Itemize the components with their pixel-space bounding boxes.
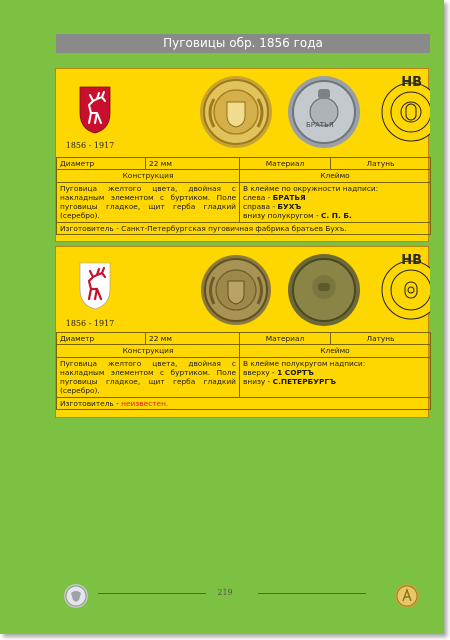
maker-label: Изготовитель - bbox=[60, 398, 122, 408]
mark-line: В клейме по окружности надписи: bbox=[243, 183, 379, 193]
construction-description: Пуговица желтого цвета, двойная с накладным элементом с буртиком. Поле пуговицы гладкое, щит герба гладкий (серебро). bbox=[57, 182, 240, 222]
construction-description: Пуговица желтого цвета, двойная с накладным элементом с буртиком. Поле пуговицы гладкое, щит герба гладкий (серебро). bbox=[57, 357, 240, 397]
diameter-label: Диаметр bbox=[57, 158, 146, 170]
mark-line: слева - БРАТЬЯ bbox=[243, 192, 306, 202]
page-number: 219 bbox=[217, 588, 233, 597]
maker-row bbox=[57, 397, 431, 409]
page-title: Пуговицы обр. 1856 года bbox=[56, 34, 430, 53]
stamp-drawing bbox=[382, 83, 430, 141]
footer-line-left bbox=[98, 593, 206, 594]
construction-label: Конструкция bbox=[57, 170, 240, 182]
footer-line-right bbox=[258, 593, 366, 594]
gold-medallion-icon bbox=[395, 584, 419, 608]
maker-row bbox=[57, 222, 431, 234]
mark-label: Клеймо bbox=[240, 170, 431, 182]
maker-value: неизвестен. bbox=[121, 398, 169, 408]
diameter-label: Диаметр bbox=[57, 333, 146, 345]
construction-label: Конструкция bbox=[57, 345, 240, 357]
material-label: Материал bbox=[240, 158, 331, 170]
diameter-value: 22 мм bbox=[146, 333, 240, 345]
coat-of-arms-icon bbox=[80, 87, 110, 133]
material-value: Латунь bbox=[331, 333, 431, 345]
mark-line: вверху - 1 СОРТЪ bbox=[243, 367, 314, 377]
spec-table bbox=[56, 157, 431, 235]
badge-hb: HB bbox=[401, 75, 422, 90]
button-front-photo bbox=[201, 255, 271, 325]
svg-text:БРАТЬЯ: БРАТЬЯ bbox=[306, 121, 334, 129]
image-row bbox=[56, 247, 428, 335]
button-card-2 bbox=[55, 246, 429, 418]
silver-medallion-icon bbox=[64, 584, 88, 608]
material-value: Латунь bbox=[331, 158, 431, 170]
maker-value: Санкт-Петербургская пуговичная фабрика братьев Бухъ. bbox=[121, 223, 347, 233]
button-back-photo bbox=[288, 254, 360, 326]
spec-table bbox=[56, 332, 431, 410]
years-label: 1856 - 1917 bbox=[65, 141, 115, 150]
mark-line: справа - БУХЪ bbox=[243, 202, 302, 212]
material-label: Материал bbox=[240, 333, 331, 345]
diameter-value: 22 мм bbox=[146, 158, 240, 170]
mark-line: внизу - С.ПЕТЕРБУРГЪ bbox=[243, 377, 337, 387]
button-front-photo bbox=[200, 76, 272, 148]
years-label: 1856 - 1917 bbox=[65, 319, 115, 328]
mark-line: внизу полукругом - С. П. Б. bbox=[243, 211, 352, 221]
button-back-photo bbox=[288, 76, 360, 148]
mark-label: Клеймо bbox=[240, 345, 431, 357]
mark-description bbox=[240, 182, 431, 222]
mark-description bbox=[240, 357, 431, 397]
image-row bbox=[56, 69, 428, 157]
stamp-drawing bbox=[382, 261, 430, 319]
maker-label: Изготовитель - bbox=[60, 223, 122, 233]
badge-hb: HB bbox=[401, 253, 422, 268]
coat-of-arms-icon bbox=[80, 263, 110, 309]
button-card-1 bbox=[55, 68, 429, 242]
mark-line: В клейме полукругом надписи: bbox=[243, 358, 366, 368]
